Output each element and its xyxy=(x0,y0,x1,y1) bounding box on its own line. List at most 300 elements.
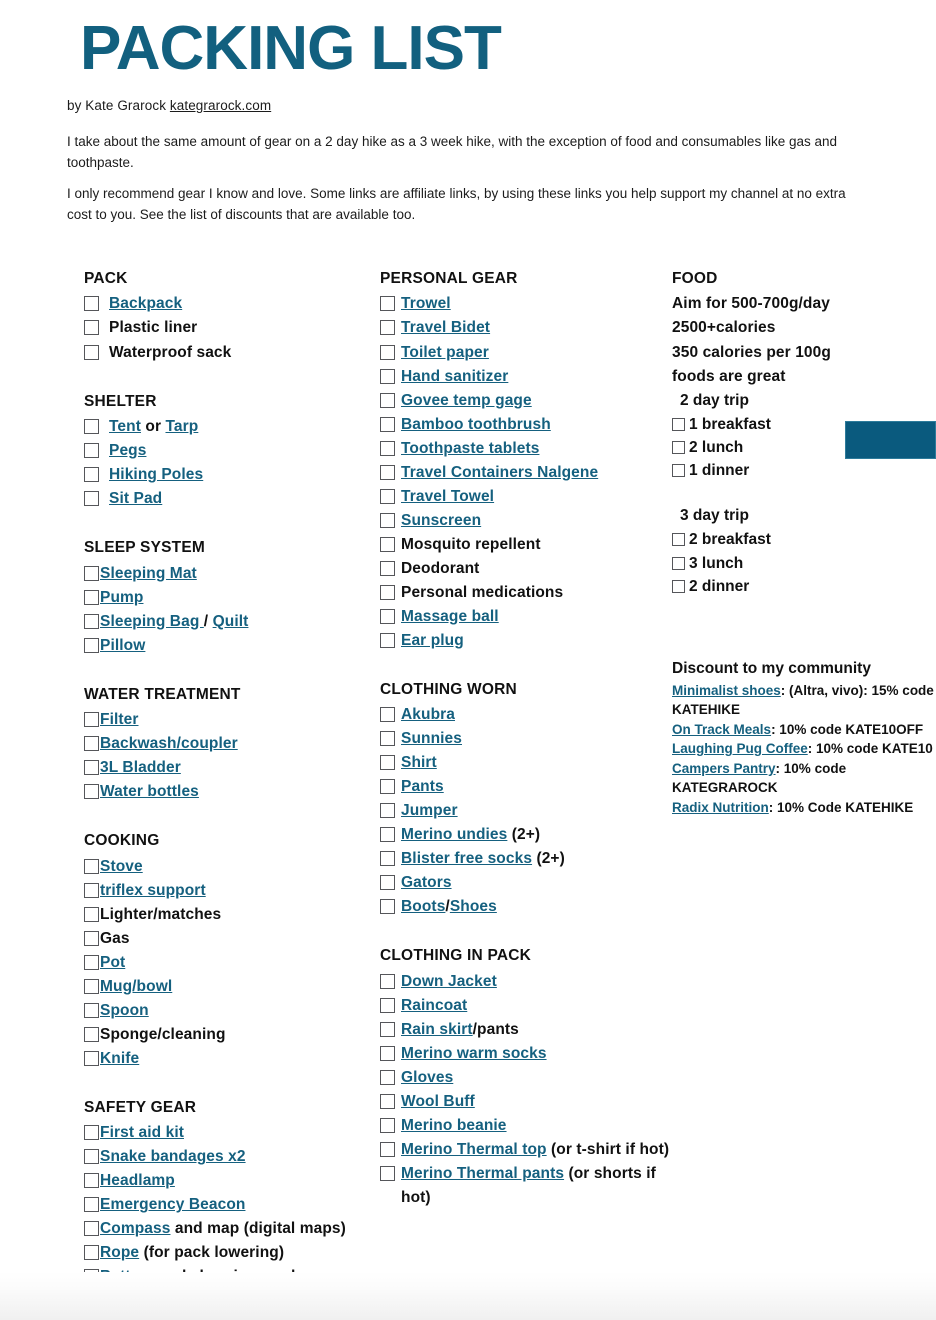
checkbox-icon[interactable] xyxy=(380,731,395,746)
checkbox-icon[interactable] xyxy=(672,557,685,570)
checklist-item[interactable] xyxy=(380,629,680,653)
meal-label: 2 lunch xyxy=(689,438,744,456)
checklist-item[interactable] xyxy=(84,1169,384,1193)
gear-link[interactable]: Water bottles xyxy=(100,783,199,801)
checkbox-icon[interactable] xyxy=(380,974,395,989)
checklist-item[interactable] xyxy=(380,341,680,365)
checklist-item[interactable] xyxy=(380,509,680,533)
gear-link[interactable]: Travel Containers Nalgene xyxy=(401,463,599,481)
gear-link[interactable]: Pegs xyxy=(109,442,147,459)
checklist-item-label xyxy=(401,557,680,581)
plain-item-text: Sponge/cleaning xyxy=(100,1025,226,1043)
checkbox-icon[interactable] xyxy=(380,779,395,794)
gear-link[interactable]: Rain skirt xyxy=(401,1020,473,1038)
checklist-item[interactable] xyxy=(380,994,680,1018)
checkbox-icon[interactable] xyxy=(84,931,99,946)
checkbox-icon[interactable] xyxy=(84,320,99,335)
checklist-item[interactable] xyxy=(84,1121,384,1145)
checkbox-icon[interactable] xyxy=(380,345,395,360)
gear-link[interactable]: Merino undies xyxy=(401,826,508,844)
checklist-item-label xyxy=(401,847,680,871)
checklist-item[interactable] xyxy=(84,1193,384,1217)
checklist-item[interactable] xyxy=(84,1047,384,1071)
checkbox-icon[interactable] xyxy=(84,1197,99,1212)
checklist-item-label xyxy=(109,439,384,463)
gear-link[interactable]: Sunscreen xyxy=(401,511,482,529)
meal-checklist-item[interactable] xyxy=(672,528,936,551)
checklist-item[interactable] xyxy=(380,1018,680,1042)
food-trips xyxy=(672,389,936,599)
section-heading: WATER TREATMENT xyxy=(84,685,241,703)
checkbox-icon[interactable] xyxy=(672,580,685,593)
checkbox-icon[interactable] xyxy=(84,1173,99,1188)
checklist-item[interactable] xyxy=(84,951,384,975)
checkbox-icon[interactable] xyxy=(380,417,395,432)
checklist-item[interactable] xyxy=(380,533,680,557)
checklist-item-label xyxy=(401,1162,680,1210)
gear-link[interactable]: Shirt xyxy=(401,754,437,772)
checkbox-icon[interactable] xyxy=(84,784,99,799)
checklist-item-label xyxy=(100,1023,384,1047)
checkbox-icon[interactable] xyxy=(380,537,395,552)
checklist-item-label xyxy=(100,1217,384,1241)
checklist-item[interactable] xyxy=(380,727,680,751)
checklist-item-label xyxy=(401,799,680,823)
discount-detail: : 10% code KATE10OFF xyxy=(771,721,924,737)
checklist-item[interactable] xyxy=(380,871,680,895)
discount-entry xyxy=(672,681,936,720)
checklist-item[interactable] xyxy=(380,1114,680,1138)
food-note: 350 calories per 100g xyxy=(672,343,831,361)
checklist-item-label xyxy=(401,1042,680,1066)
gear-link[interactable]: Hiking Poles xyxy=(109,466,204,484)
checkbox-icon[interactable] xyxy=(380,827,395,842)
gear-link[interactable]: Bamboo toothbrush xyxy=(401,415,551,433)
checkbox-icon[interactable] xyxy=(672,533,685,546)
checklist-item[interactable] xyxy=(380,413,680,437)
checklist-item-label xyxy=(100,586,384,610)
label-suffix: (for pack lowering) xyxy=(139,1244,285,1262)
checklist-item[interactable] xyxy=(380,895,680,919)
gear-link[interactable]: Toilet paper xyxy=(401,343,489,361)
meal-label: 2 breakfast xyxy=(689,531,771,549)
checkbox-icon[interactable] xyxy=(380,369,395,384)
checklist-item-label xyxy=(100,1047,384,1071)
gear-link[interactable]: Wool Buff xyxy=(401,1092,475,1110)
checkbox-icon[interactable] xyxy=(380,465,395,480)
checklist-item[interactable] xyxy=(84,708,384,732)
section-heading: PACK xyxy=(84,270,128,287)
section-sleep-system xyxy=(84,537,384,658)
section-heading: CLOTHING IN PACK xyxy=(380,947,532,965)
discount-brand-link[interactable]: Campers Pantry xyxy=(672,760,776,776)
checklist-item[interactable] xyxy=(84,1145,384,1169)
checklist-item[interactable] xyxy=(84,999,384,1023)
meal-checklist-item[interactable] xyxy=(672,459,936,482)
section-water-treatment xyxy=(84,684,384,805)
checklist-item-label xyxy=(109,341,384,365)
checklist-item[interactable] xyxy=(84,1241,384,1265)
gear-link[interactable]: Gloves xyxy=(401,1068,454,1086)
checklist-item-label xyxy=(109,292,384,316)
checkbox-icon[interactable] xyxy=(380,1070,395,1085)
gear-link[interactable]: Stove xyxy=(100,857,143,875)
checkbox-icon[interactable] xyxy=(672,441,685,454)
checklist-item-label xyxy=(401,1066,680,1090)
checklist-item[interactable] xyxy=(380,485,680,509)
checkbox-icon[interactable] xyxy=(380,320,395,335)
plain-item-text: Plastic liner xyxy=(109,319,198,337)
gear-link[interactable]: Hand sanitizer xyxy=(401,367,509,385)
gear-link[interactable]: Pot xyxy=(100,953,126,971)
gear-link[interactable]: Pillow xyxy=(100,636,146,654)
checklist-item[interactable] xyxy=(84,341,384,365)
intro-paragraph-2: I only recommend gear I know and love. Some links are affiliate links, by using these links you help support my channel at no extra cost to you. See the list of discounts that are available too. xyxy=(67,186,846,222)
discount-detail: : 10% code KATEGRAROCK xyxy=(672,760,847,796)
gear-link[interactable]: Tent xyxy=(109,417,141,435)
author-website-link[interactable]: kategrarock.com xyxy=(169,98,272,113)
gear-link[interactable]: Raincoat xyxy=(401,996,468,1014)
gear-link[interactable]: Down Jacket xyxy=(401,972,497,990)
checkbox-icon[interactable] xyxy=(380,875,395,890)
gear-link[interactable]: First aid kit xyxy=(100,1124,184,1142)
checkbox-icon[interactable] xyxy=(380,489,395,504)
checklist-item-label xyxy=(109,316,384,340)
checkbox-icon[interactable] xyxy=(380,1118,395,1133)
intro-paragraph-1: I take about the same amount of gear on a 2 day hike as a 3 week hike, with the exception of food and consumables like gas and toothpaste. xyxy=(67,134,837,170)
section-heading: COOKING xyxy=(84,832,160,850)
checkbox-icon[interactable] xyxy=(84,736,99,751)
checklist-item-label xyxy=(401,823,680,847)
checkbox-icon[interactable] xyxy=(84,883,99,898)
section-heading: SHELTER xyxy=(84,392,157,410)
checkbox-icon[interactable] xyxy=(380,1094,395,1109)
meal-checklist-item[interactable] xyxy=(672,575,936,598)
checklist-item-label xyxy=(401,629,680,653)
gear-link[interactable]: Spoon xyxy=(100,1001,149,1019)
gear-link[interactable]: Jumper xyxy=(401,802,458,820)
checkbox-icon[interactable] xyxy=(84,1051,99,1066)
gear-link[interactable]: Backpack xyxy=(109,295,183,313)
gear-link[interactable]: Merino Thermal top xyxy=(401,1140,547,1158)
section-shelter xyxy=(84,391,384,512)
gear-link[interactable]: Massage ball xyxy=(401,607,499,625)
column-personal-clothing xyxy=(380,268,680,1210)
section-title-food: FOOD xyxy=(672,270,718,287)
checklist-item-label xyxy=(100,780,384,804)
checklist-item[interactable] xyxy=(84,1217,384,1241)
checklist-item-label xyxy=(401,389,680,413)
column-food-discounts xyxy=(672,268,936,817)
checkbox-icon[interactable] xyxy=(380,851,395,866)
checklist-item-label xyxy=(401,1090,680,1114)
gear-link[interactable]: 3L Bladder xyxy=(100,759,181,777)
gear-link[interactable]: Emergency Beacon xyxy=(100,1196,246,1214)
checkbox-icon[interactable] xyxy=(380,609,395,624)
checklist-item-label xyxy=(401,581,680,605)
checklist-item[interactable] xyxy=(380,970,680,994)
checkbox-icon[interactable] xyxy=(380,585,395,600)
gear-link[interactable]: triflex support xyxy=(100,881,206,899)
checklist-item[interactable] xyxy=(380,1042,680,1066)
checkbox-icon[interactable] xyxy=(84,467,99,482)
checklist-item-label xyxy=(401,365,680,389)
label-suffix: (2+) xyxy=(532,850,565,868)
checklist-item-label xyxy=(100,610,384,634)
gear-link-alt[interactable]: Quilt xyxy=(212,612,249,630)
discount-brand-link[interactable]: On Track Meals xyxy=(672,721,772,737)
checklist-item[interactable] xyxy=(380,703,680,727)
checklist-item[interactable] xyxy=(380,1090,680,1114)
discount-brand-link[interactable]: Laughing Pug Coffee xyxy=(672,741,808,757)
checkbox-icon[interactable] xyxy=(84,1003,99,1018)
food-note: Aim for 500-700g/day xyxy=(672,295,830,313)
gear-link[interactable]: Compass xyxy=(100,1220,171,1238)
checklist-item[interactable] xyxy=(84,927,384,951)
meal-checklist-item[interactable] xyxy=(672,552,936,575)
checkbox-icon[interactable] xyxy=(380,561,395,576)
gear-link[interactable]: Pump xyxy=(100,588,144,606)
checklist-item[interactable] xyxy=(84,439,384,463)
checkbox-icon[interactable] xyxy=(380,998,395,1013)
gear-link[interactable]: Gators xyxy=(401,874,452,892)
checklist-item[interactable] xyxy=(380,823,680,847)
meal-label: 2 dinner xyxy=(689,577,750,595)
checkbox-icon[interactable] xyxy=(84,1027,99,1042)
checkbox-icon[interactable] xyxy=(84,859,99,874)
label-separator: / xyxy=(445,898,450,916)
label-suffix: (or t-shirt if hot) xyxy=(546,1140,670,1158)
checkbox-icon[interactable] xyxy=(84,419,99,434)
checkbox-icon[interactable] xyxy=(380,1022,395,1037)
checkbox-icon[interactable] xyxy=(84,296,99,311)
checklist-item-label xyxy=(100,634,384,658)
checklist-item[interactable] xyxy=(380,1162,680,1210)
checkbox-icon[interactable] xyxy=(84,1221,99,1236)
section-discounts xyxy=(672,658,936,817)
checkbox-icon[interactable] xyxy=(672,418,685,431)
section-pack xyxy=(84,268,384,365)
gear-link[interactable]: Filter xyxy=(100,711,139,729)
gear-link[interactable]: Merino beanie xyxy=(401,1116,507,1134)
checklist-item[interactable] xyxy=(380,847,680,871)
gear-link-alt[interactable]: Shoes xyxy=(449,898,497,916)
checkbox-icon[interactable] xyxy=(380,755,395,770)
gear-link[interactable]: Travel Towel xyxy=(401,487,495,505)
page-bottom-edge xyxy=(0,1272,936,1320)
checklist-item[interactable] xyxy=(84,756,384,780)
checkbox-icon[interactable] xyxy=(84,638,99,653)
checklist-item-label xyxy=(401,316,680,340)
gear-link[interactable]: Merino Thermal pants xyxy=(401,1164,565,1182)
section-heading: SLEEP SYSTEM xyxy=(84,539,205,557)
discount-list xyxy=(672,681,936,818)
plain-item-text: Deodorant xyxy=(401,559,480,577)
gear-link[interactable]: Pants xyxy=(401,778,444,796)
checklist-item[interactable] xyxy=(380,751,680,775)
checklist-item-label xyxy=(109,415,384,439)
section-cooking xyxy=(84,830,384,1071)
section-safety-gear xyxy=(84,1097,384,1290)
gear-link[interactable]: Ear plug xyxy=(401,631,464,649)
gear-link[interactable]: Akubra xyxy=(401,706,456,724)
discount-detail: : 10% Code KATEHIKE xyxy=(768,799,914,815)
label-separator: or xyxy=(140,417,166,435)
checklist-item-label xyxy=(401,1018,680,1042)
checklist-item[interactable] xyxy=(380,389,680,413)
checkbox-icon[interactable] xyxy=(380,707,395,722)
checklist-item[interactable] xyxy=(380,461,680,485)
checklist-item-label xyxy=(401,413,680,437)
checkbox-icon[interactable] xyxy=(84,443,99,458)
checklist-item[interactable] xyxy=(380,1138,680,1162)
discount-entry xyxy=(672,720,936,740)
checklist-item-label xyxy=(401,994,680,1018)
meal-label: 1 breakfast xyxy=(689,415,771,433)
checklist-item[interactable] xyxy=(84,463,384,487)
gear-link[interactable]: Trowel xyxy=(401,295,451,313)
section-clothing-worn xyxy=(380,679,680,920)
checkbox-icon[interactable] xyxy=(84,1149,99,1164)
checklist-item[interactable] xyxy=(380,799,680,823)
plain-item-text: Mosquito repellent xyxy=(401,535,541,553)
checklist-item-label xyxy=(100,756,384,780)
checklist-item[interactable] xyxy=(84,855,384,879)
checkbox-icon[interactable] xyxy=(84,566,99,581)
checklist-item-label xyxy=(401,1114,680,1138)
checkbox-icon[interactable] xyxy=(380,296,395,311)
checkbox-icon[interactable] xyxy=(380,441,395,456)
checklist-item[interactable] xyxy=(380,581,680,605)
checkbox-icon[interactable] xyxy=(380,1142,395,1157)
checkbox-icon[interactable] xyxy=(380,803,395,818)
checklist-item[interactable] xyxy=(380,316,680,340)
checklist-item[interactable] xyxy=(84,562,384,586)
gear-link[interactable]: Sit Pad xyxy=(109,490,163,508)
checklist-item[interactable] xyxy=(380,365,680,389)
gear-link[interactable]: Knife xyxy=(100,1049,140,1067)
checkbox-icon[interactable] xyxy=(84,345,99,360)
checkbox-icon[interactable] xyxy=(84,590,99,605)
gear-link[interactable]: Blister free socks xyxy=(401,850,533,868)
checkbox-icon[interactable] xyxy=(84,907,99,922)
discount-brand-link[interactable]: Minimalist shoes xyxy=(672,682,781,698)
meal-label: 3 lunch xyxy=(689,554,744,572)
checklist-item[interactable] xyxy=(84,487,384,511)
gear-link[interactable]: Sleeping Mat xyxy=(100,564,197,582)
column-pack-gear xyxy=(84,268,384,1289)
checklist-item[interactable] xyxy=(84,732,384,756)
checklist-item[interactable] xyxy=(84,903,384,927)
checklist-item[interactable] xyxy=(84,975,384,999)
byline xyxy=(67,98,271,113)
checklist-item[interactable] xyxy=(84,292,384,316)
checklist-item-label xyxy=(401,292,680,316)
checkbox-icon[interactable] xyxy=(380,393,395,408)
section-heading: SAFETY GEAR xyxy=(84,1098,197,1116)
checkbox-icon[interactable] xyxy=(672,464,685,477)
gear-link[interactable]: Mug/bowl xyxy=(100,977,173,995)
checklist-item-label xyxy=(401,895,680,919)
checklist-item[interactable] xyxy=(84,634,384,658)
checkbox-icon[interactable] xyxy=(380,899,395,914)
discount-detail: : (Altra, vivo): 15% code KATEHIKE xyxy=(672,682,934,718)
label-suffix: (2+) xyxy=(507,826,541,844)
gear-link[interactable]: Boots xyxy=(401,898,446,916)
checklist-item-label xyxy=(401,437,680,461)
checklist-item-label xyxy=(401,605,680,629)
checkbox-icon[interactable] xyxy=(84,955,99,970)
checklist-item[interactable] xyxy=(380,292,680,316)
checklist-item[interactable] xyxy=(84,586,384,610)
checklist-item-label xyxy=(100,999,384,1023)
discount-detail: : 10% code KATE10 xyxy=(807,741,933,757)
checklist-item[interactable] xyxy=(84,415,384,439)
checklist-item-label xyxy=(401,871,680,895)
checkbox-icon[interactable] xyxy=(380,1046,395,1061)
checklist-item[interactable] xyxy=(380,605,680,629)
gear-link[interactable]: Toothpaste tablets xyxy=(401,439,540,457)
gear-link[interactable]: Sunnies xyxy=(401,730,462,748)
checklist-item[interactable] xyxy=(380,437,680,461)
checkbox-icon[interactable] xyxy=(380,1166,395,1181)
checkbox-icon[interactable] xyxy=(84,979,99,994)
gear-link[interactable]: Travel Bidet xyxy=(401,319,491,337)
checklist-item[interactable] xyxy=(84,316,384,340)
checklist-item-label xyxy=(401,970,680,994)
checkbox-icon[interactable] xyxy=(84,614,99,629)
checklist-item-label xyxy=(100,1121,384,1145)
checklist-item[interactable] xyxy=(380,1066,680,1090)
checkbox-icon[interactable] xyxy=(380,633,395,648)
checklist-item[interactable] xyxy=(380,557,680,581)
checkbox-icon[interactable] xyxy=(84,491,99,506)
checkbox-icon[interactable] xyxy=(84,712,99,727)
discount-brand-link[interactable]: Radix Nutrition xyxy=(672,799,769,815)
gear-link[interactable]: Rope xyxy=(100,1244,140,1262)
checklist-item-label xyxy=(100,1241,384,1265)
checklist-item-label xyxy=(100,562,384,586)
trip-heading: 3 day trip xyxy=(680,507,749,525)
checklist-item-label xyxy=(100,708,384,732)
checklist-item-label xyxy=(109,463,384,487)
checklist-item-label xyxy=(401,341,680,365)
checkbox-icon[interactable] xyxy=(84,760,99,775)
page-title: PACKING LIST xyxy=(80,14,501,83)
checklist-item[interactable] xyxy=(84,610,384,634)
gear-link[interactable]: Sleeping Bag xyxy=(100,612,204,630)
checkbox-icon[interactable] xyxy=(380,513,395,528)
checklist-item-label xyxy=(100,732,384,756)
plain-item-text: Lighter/matches xyxy=(100,905,222,923)
checklist-item-label xyxy=(100,879,384,903)
gear-link[interactable]: Snake bandages x2 xyxy=(100,1148,246,1166)
checklist-item[interactable] xyxy=(84,1023,384,1047)
gear-link[interactable]: Backwash/coupler xyxy=(100,735,238,753)
gear-link[interactable]: Govee temp gage xyxy=(401,391,532,409)
teal-highlight-block xyxy=(845,421,936,459)
discount-entry xyxy=(672,798,936,818)
checklist-item[interactable] xyxy=(84,780,384,804)
checkbox-icon[interactable] xyxy=(84,1125,99,1140)
gear-link-alt[interactable]: Tarp xyxy=(165,417,199,435)
gear-link[interactable]: Headlamp xyxy=(100,1172,175,1190)
checklist-item[interactable] xyxy=(84,879,384,903)
checklist-item-label xyxy=(100,951,384,975)
gear-link[interactable]: Merino warm socks xyxy=(401,1044,547,1062)
checkbox-icon[interactable] xyxy=(84,1245,99,1260)
checklist-item[interactable] xyxy=(380,775,680,799)
